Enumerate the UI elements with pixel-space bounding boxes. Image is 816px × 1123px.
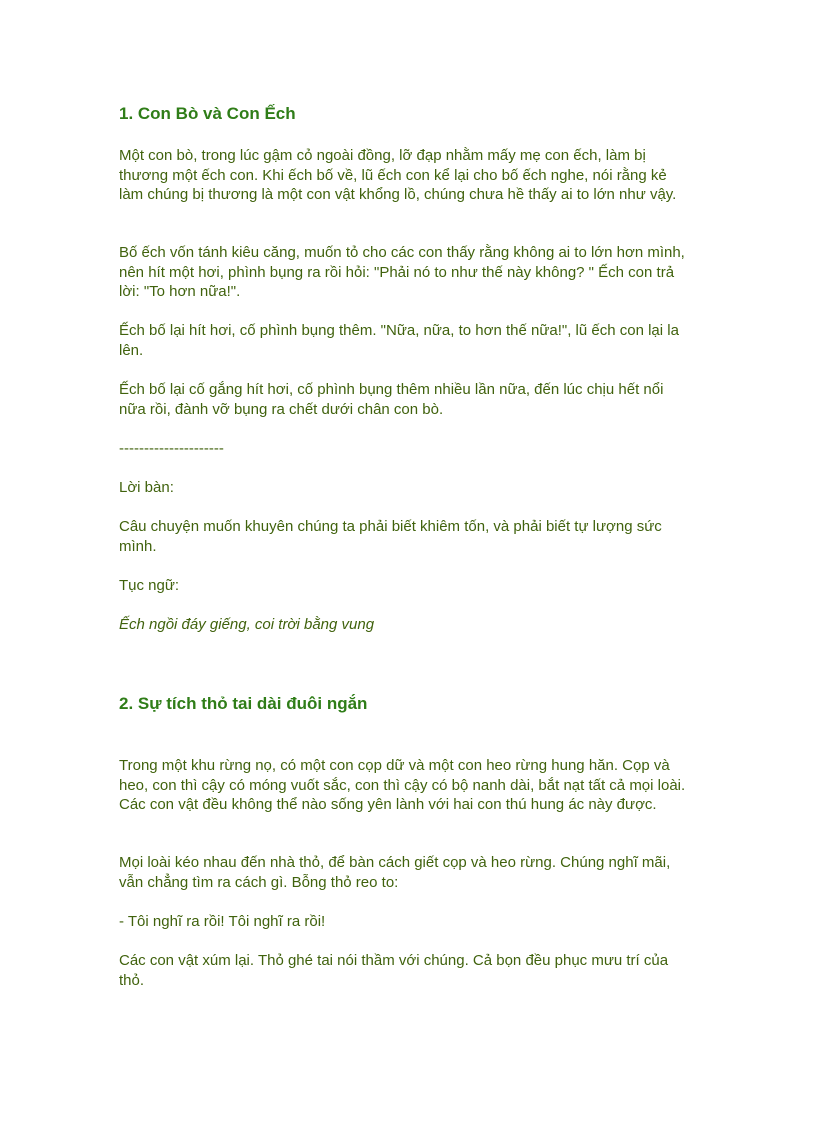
proverb-text: Ếch ngồi đáy giếng, coi trời bằng vung <box>119 616 375 633</box>
story-2-paragraph-3: - Tôi nghĩ ra rồi! Tôi nghĩ ra rồi! <box>119 913 326 930</box>
story-1-paragraph-4: Ếch bố lại cố gắng hít hơi, cố phình bụng thêm nhiều lần nữa, đến lúc chịu hết nổi nữa rồi, đành vỡ bụng ra chết dưới chân con bò. <box>119 381 664 418</box>
story-2-title: 2. Sự tích thỏ tai dài đuôi ngắn <box>119 694 368 713</box>
story-2-paragraph-1: Trong một khu rừng nọ, có một con cọp dữ và một con heo rừng hung hăn. Cọp và heo, con thì cậy có móng vuốt sắc, con thì cậy có bộ nanh dài, bắt nạt tất cả mọi loài. Các con vật đều không thể nào sống yên lành với hai con thú hung ác này được. <box>119 757 686 813</box>
proverb-label: Tục ngữ: <box>119 577 180 594</box>
story-2-paragraph-4: Các con vật xúm lại. Thỏ ghé tai nói thầm với chúng. Cả bọn đều phục mưu trí của thỏ. <box>119 952 669 989</box>
story-1-title: 1. Con Bò và Con Ếch <box>119 104 296 123</box>
story-1-paragraph-2: Bố ếch vốn tánh kiêu căng, muốn tỏ cho các con thấy rằng không ai to lớn hơn mình, nên hít một hơi, phình bụng ra rồi hỏi: "Phải nó to như thế này không? " Ếch con trả lời: "To hơn nữa!". <box>119 244 685 300</box>
story-2-paragraph-2: Mọi loài kéo nhau đến nhà thỏ, để bàn cách giết cọp và heo rừng. Chúng nghĩ mãi, vẫn chẳng tìm ra cách gì. Bỗng thỏ reo to: <box>119 854 671 891</box>
divider-line: --------------------- <box>119 440 224 457</box>
story-1-paragraph-3: Ếch bố lại hít hơi, cố phình bụng thêm. "Nữa, nữa, to hơn thế nữa!", lũ ếch con lại la lên. <box>119 322 679 359</box>
commentary-text: Câu chuyện muốn khuyên chúng ta phải biết khiêm tốn, và phải biết tự lượng sức mình. <box>119 518 662 555</box>
story-1-paragraph-1: Một con bò, trong lúc gậm cỏ ngoài đồng, lỡ đạp nhằm mấy mẹ con ếch, làm bị thương một ếch con. Khi ếch bố về, lũ ếch con kể lại cho bố ếch nghe, nói rằng kẻ làm chúng bị thương là một con vật khổng lồ, chúng chưa hề thấy ai to lớn như vậy. <box>119 147 677 203</box>
commentary-label: Lời bàn: <box>119 479 174 496</box>
